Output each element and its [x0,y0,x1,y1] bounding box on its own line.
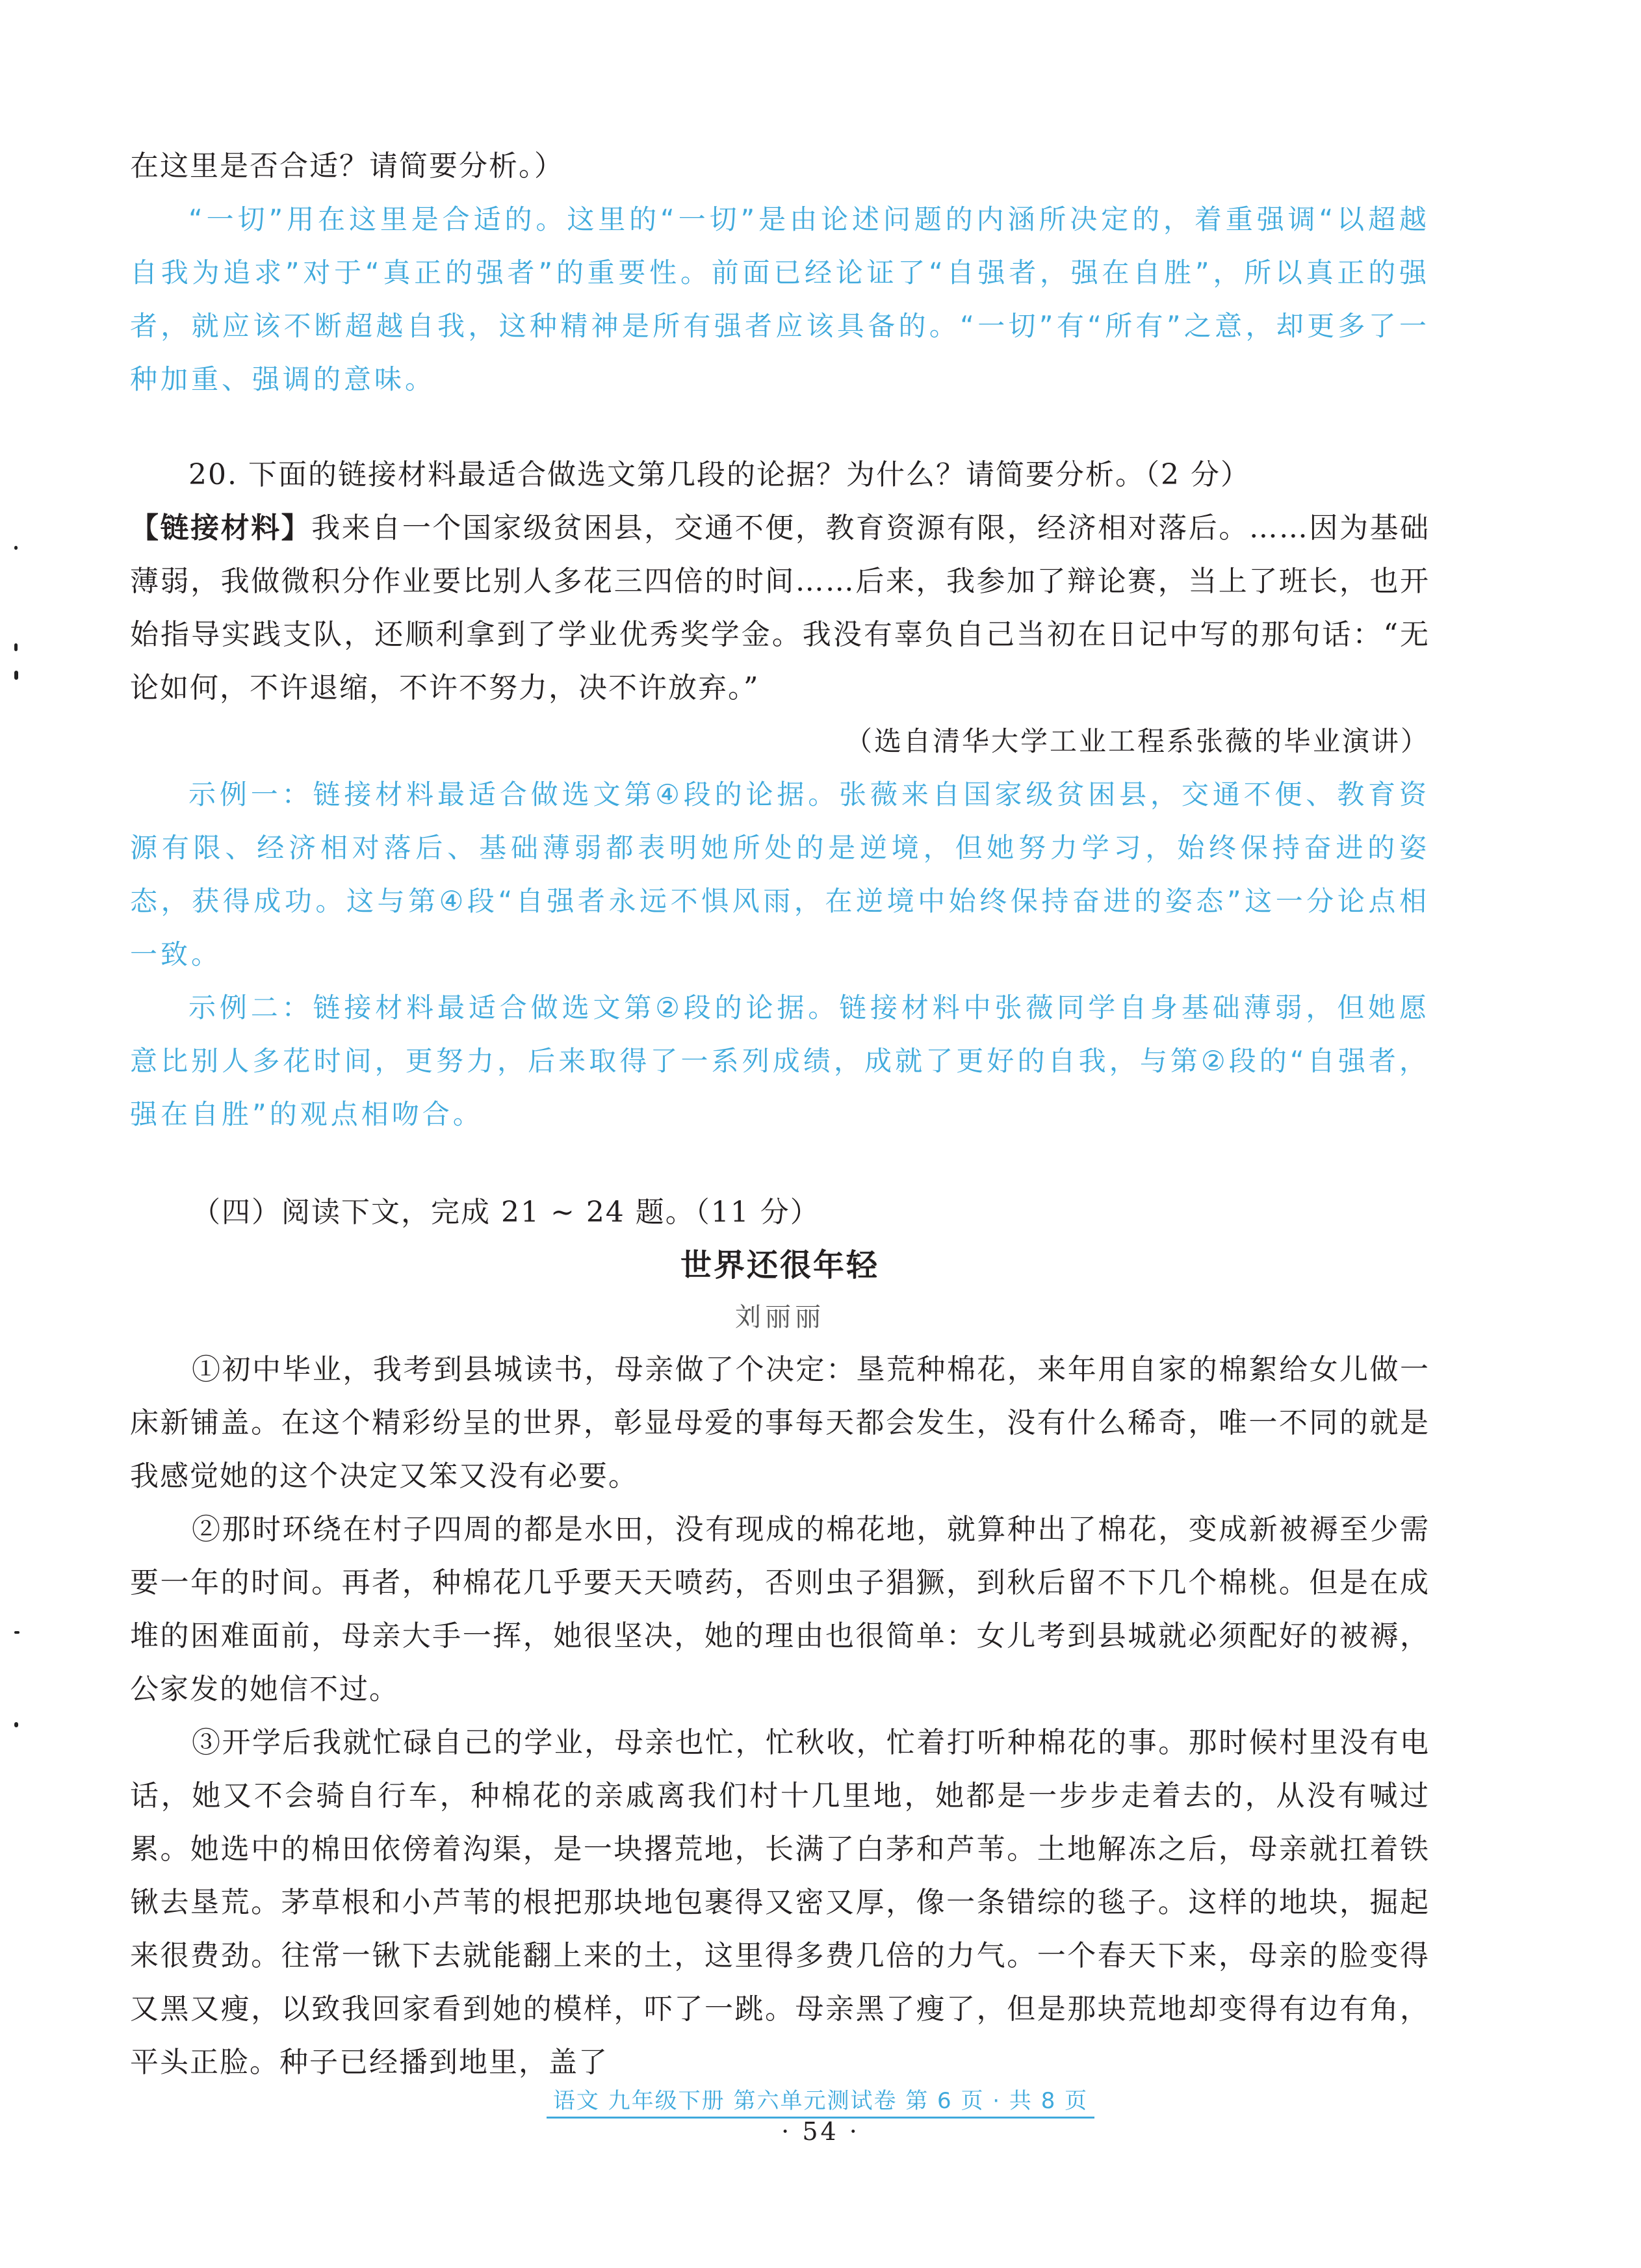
scan-speck [14,546,18,550]
material-source: （选自清华大学工业工程系张薇的毕业演讲） [844,725,1430,757]
section4-heading: （四）阅读下文，完成 21 ~ 24 题。（11 分） [192,1196,820,1229]
article-title: 世界还很年轻 [680,1247,879,1283]
article-paragraph-3: ③开学后我就忙碌自己的学业，母亲也忙，忙秋收，忙着打听种棉花的事。那时候村里没有电话，她又不会骑自行车，种棉花的亲戚离我们村十几里地，她都是一步步走着去的，从没有喊过累。她选中的棉田依傍着沟渠，是一块撂荒地，长满了白茅和芦苇。土地解冻之后，母亲就扛着铁锹去垦荒。茅草根和小芦苇的根把那块地包裹得又密又厚，像一条错综的毯子。这样的地块，掘起来很费劲。往常一锹下去就能翻上来的土，这里得多费几倍的力气。一个春天下来，母亲的脸变得又黑又瘦，以致我回家看到她的模样，吓了一跳。母亲黑了瘦了，但是那块荒地却变得有边有角，平头正脸。种子已经播到地里，盖了 [130,1726,1430,2079]
q20-example-2: 示例二：链接材料最适合做选文第②段的论据。链接材料中张薇同学自身基础薄弱，但她愿意比别人多花时间，更努力，后来取得了一系列成绩，成就了更好的自我，与第②段的“自强者，强在自胜”的观点相吻合。 [130,992,1430,1130]
article-paragraph-2: ②那时环绕在村子四周的都是水田，没有现成的棉花地，就算种出了棉花，变成新被褥至少需要一年的时间。再者，种棉花几乎要天天喷药，否则虫子猖獗，到秋后留不下几个棉桃。但是在成堆的困难面前，母亲大手一挥，她很坚决，她的理由也很简单：女儿考到县城就必须配好的被褥，公家发的她信不过。 [130,1513,1430,1706]
page-number: · 54 · [781,2117,860,2146]
material-text: 我来自一个国家级贫困县，交通不便，教育资源有限，经济相对落后。……因为基础薄弱，我做微积分作业要比别人多花三四倍的时间……后来，我参加了辩论赛，当上了班长，也开始指导实践支队，还顺利拿到了学业优秀奖学金。我没有辜负自己当初在日记中写的那句话：“无论如何，不许退缩，不许不努力，决不许放弃。” [130,511,1430,704]
article-author: 刘丽丽 [735,1302,825,1332]
q20-block [130,448,1430,1141]
q19-block [130,140,1430,406]
scan-speck [14,1631,19,1634]
q19-prompt-tail: 在这里是否合适？请简要分析。） [130,149,564,183]
material-tag: 【链接材料】 [130,511,312,545]
q20-prompt: 20. 下面的链接材料最适合做选文第几段的论据？为什么？请简要分析。（2 分） [188,458,1250,491]
q20-material [130,502,1430,715]
scan-speck [14,643,18,651]
article-paragraph-1: ①初中毕业，我考到县城读书，母亲做了个决定：垦荒种棉花，来年用自家的棉絮给女儿做一床新铺盖。在这个精彩纷呈的世界，彰显母爱的事每天都会发生，没有什么稀奇，唯一不同的就是我感觉她的这个决定又笨又没有必要。 [130,1353,1430,1493]
q20-example-1: 示例一：链接材料最适合做选文第④段的论据。张薇来自国家级贫困县，交通不便、教育资源有限、经济相对落后、基础薄弱都表明她所处的是逆境，但她努力学习，始终保持奋进的姿态，获得成功。这与第④段“自强者永远不惧风雨，在逆境中始终保持奋进的姿态”这一分论点相一致。 [130,779,1430,970]
scan-speck [14,671,18,680]
scan-speck [14,1722,18,1727]
q19-answer: “一切”用在这里是合适的。这里的“一切”是由论述问题的内涵所决定的，着重强调“以超越自我为追求”对于“真正的强者”的重要性。前面已经论证了“自强者，强在自胜”，所以真正的强者，就应该不断超越自我，这种精神是所有强者应该具备的。“一切”有“所有”之意，却更多了一种加重、强调的意味。 [130,203,1430,395]
page-footer [0,2083,1641,2115]
section4-block [130,1186,1430,2089]
footer-book-info: 语文 九年级下册 第六单元测试卷 第 6 页 · 共 8 页 [547,2088,1094,2119]
